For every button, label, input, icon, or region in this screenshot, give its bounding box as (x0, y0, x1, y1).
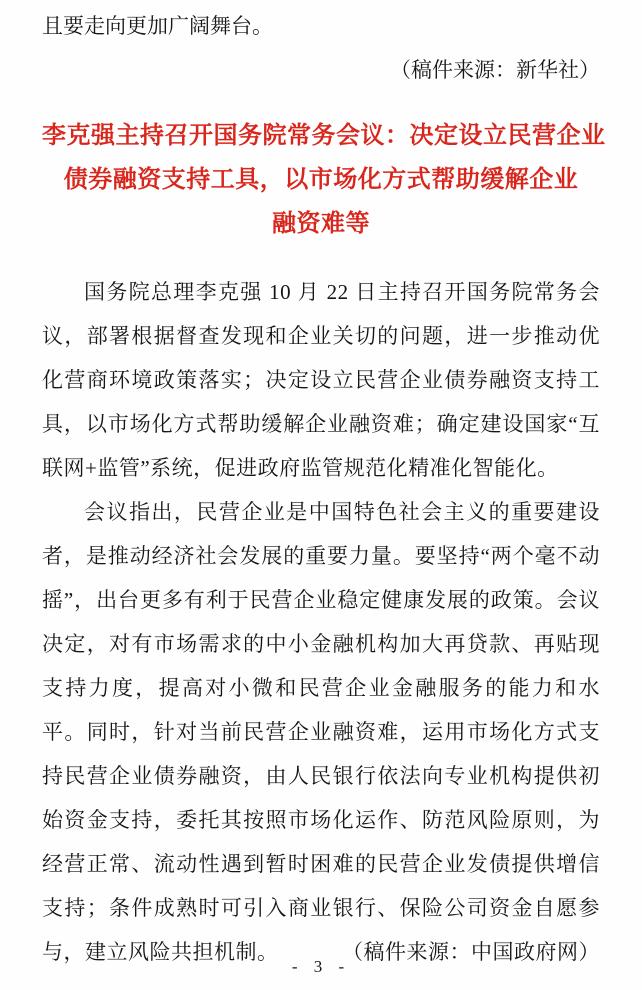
article-title (42, 114, 606, 246)
paragraph-1-text: 国务院总理李克强 10 月 22 日主持召开国务院常务会议，部署根据督查发现和企业关切的问题，进一步推动优化营商环境政策落实；决定设立民营企业债券融资支持工具，以市场化方式帮助缓解企业融资难；确定建设国家“互联网+监管”系统，促进政府监管规范化精准化智能化。 (42, 280, 600, 480)
article-paragraph-1 (42, 270, 600, 490)
source-attribution-gov: （稿件来源：中国政府网） (342, 940, 600, 964)
article-body (42, 270, 600, 974)
page-number: - 3 - (291, 957, 351, 976)
paragraph-2-text: 会议指出，民营企业是中国特色社会主义的重要建设者，是推动经济社会发展的重要力量。要坚持“两个毫不动摇”，出台更多有利于民营企业稳定健康发展的政策。会议决定，对有市场需求的中小金融机构加大再贷款、再贴现支持力度，提高对小微和民营企业金融服务的能力和水平。同时，针对当前民营企业融资难，运用市场化方式支持民营企业债券融资，由人民银行依法向专业机构提供初始资金支持，委托其按照市场化运作、防范风险原则，为经营正常、流动性遇到暂时困难的民营企业发债提供增信支持；条件成熟时可引入商业银行、保险公司资金自愿参与，建立风险共担机制。 (42, 500, 600, 964)
previous-article-tail: 且要走向更加广阔舞台。 (42, 14, 273, 38)
source-attribution-xinhua: （稿件来源：新华社） (390, 58, 600, 82)
article-title-line-2: 债券融资支持工具，以市场化方式帮助缓解企业 (63, 167, 579, 193)
article-title-line-3: 融资难等 (272, 211, 370, 237)
article-paragraph-2 (42, 490, 600, 974)
article-title-line-1: 李克强主持召开国务院常务会议：决定设立民营企业 (42, 123, 606, 149)
